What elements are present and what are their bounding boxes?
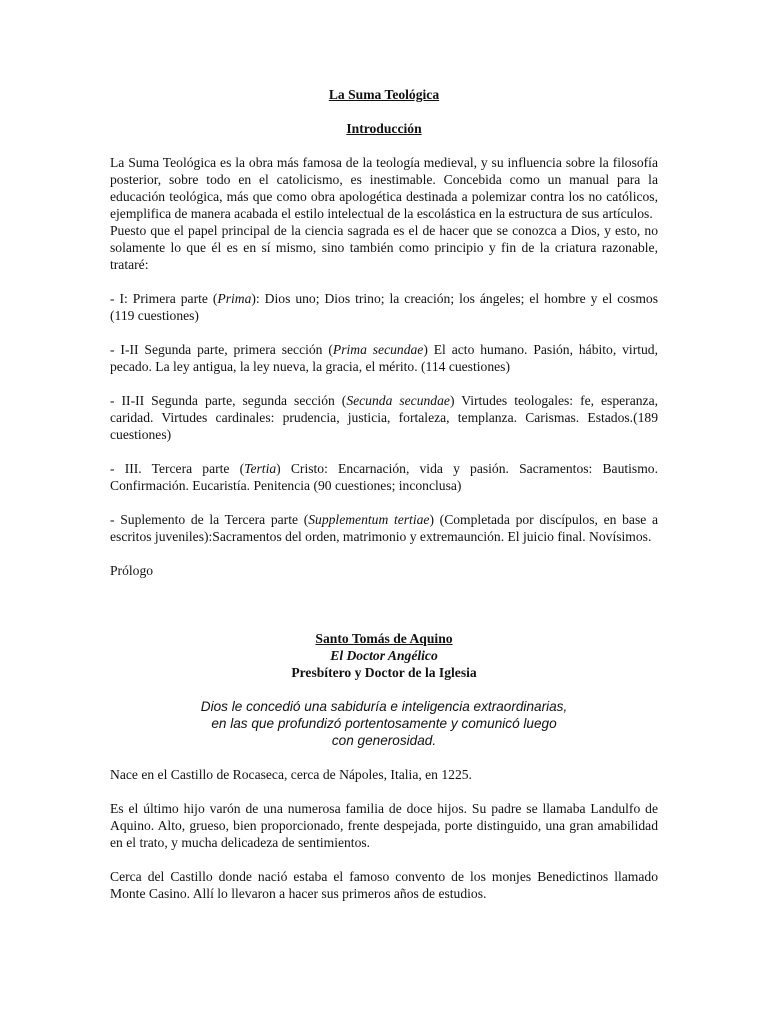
biography-role: Presbítero y Doctor de la Iglesia: [291, 665, 477, 680]
quote-line: Dios le concedió una sabiduría e inteligencia extraordinarias,: [200, 699, 568, 714]
biography-quote: [110, 698, 658, 749]
biography-paragraph: Cerca del Castillo donde nació estaba el famoso convento de los monjes Benedictinos llamado Monte Casino. Allí lo llevaron a hacer sus primeros años de estudios.: [110, 869, 658, 901]
part-latin-term: Secunda secundae: [346, 393, 450, 408]
biography-name: Santo Tomás de Aquino: [315, 631, 453, 646]
biography-epithet: El Doctor Angélico: [330, 648, 438, 663]
section-heading-introduccion: Introducción: [346, 121, 422, 136]
biography-paragraph: Nace en el Castillo de Rocaseca, cerca de Nápoles, Italia, en 1225.: [110, 767, 472, 782]
part-item: - II-II Segunda parte, segunda sección (Secunda secundae) Virtudes teologales: fe, esperanza, caridad. Virtudes cardinales: prudencia, justicia, fortaleza, templanza. Carismas. Estados.(189 cuestiones): [110, 393, 658, 442]
part-latin-term: Prima: [217, 291, 252, 306]
document-title: La Suma Teológica: [328, 87, 440, 102]
part-item: - Suplemento de la Tercera parte (Supplementum tertiae) (Completada por discípulos, en base a escritos juveniles):Sacramentos del orden, matrimonio y extremaunción. El juicio final. Novísimos.: [110, 512, 658, 544]
biography-paragraph: Es el último hijo varón de una numerosa familia de doce hijos. Su padre se llamaba Landulfo de Aquino. Alto, grueso, bien proporcionado, frente despejada, porte distinguido, una gran amabilidad en el trato, y mucha delicadeza de sentimientos.: [110, 801, 658, 850]
intro-paragraph: La Suma Teológica es la obra más famosa de la teología medieval, y su influencia sobre la filosofía posterior, sobre todo en el catolicismo, es inestimable. Concebida como un manual para la educación teológica, más que como obra apologética destinada a polemizar contra los no católicos, ejemplifica de manera acabada el estilo intelectual de la escolástica en la estructura de sus artículos.: [110, 155, 658, 221]
part-latin-term: Prima secundae: [332, 342, 424, 357]
part-item: - I: Primera parte (Prima): Dios uno; Dios trino; la creación; los ángeles; el hombre y el cosmos (119 cuestiones): [110, 291, 658, 323]
part-item: - III. Tercera parte (Tertia) Cristo: Encarnación, vida y pasión. Sacramentos: Bautismo. Confirmación. Eucaristía. Penitencia (90 cuestiones; inconclusa): [110, 461, 658, 493]
part-latin-term: Tertia: [244, 461, 277, 476]
intro-paragraph: Puesto que el papel principal de la ciencia sagrada es el de hacer que se conozca a Dios, y esto, no solamente lo que él es en sí mismo, sino también como principio y fin de la criatura razonable, trataré:: [110, 223, 658, 272]
quote-line: con generosidad.: [331, 733, 437, 748]
prologue-label: Prólogo: [110, 563, 154, 578]
quote-line: en las que profundizó portentosamente y comunicó luego: [211, 716, 557, 731]
part-item: - I-II Segunda parte, primera sección (Prima secundae) El acto humano. Pasión, hábito, virtud, pecado. La ley antigua, la ley nueva, la gracia, el mérito. (114 cuestiones): [110, 342, 658, 374]
part-latin-term: Supplementum tertiae: [308, 512, 430, 527]
